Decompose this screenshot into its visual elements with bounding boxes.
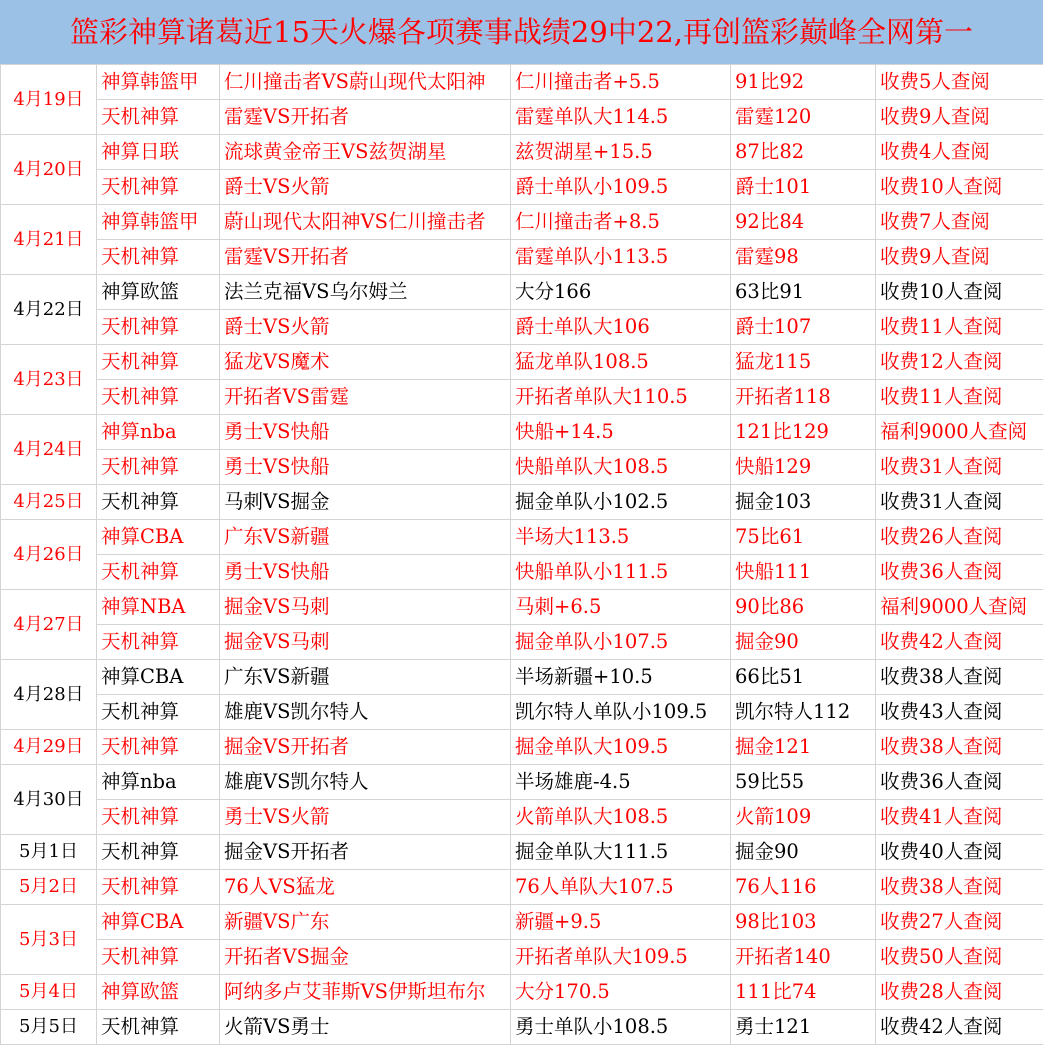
result-cell: 121比129 [731, 415, 876, 450]
date-cell: 4月22日 [1, 275, 97, 345]
table-row [1, 520, 1043, 555]
pick-cell: 火箭单队大108.5 [511, 800, 731, 835]
views-cell: 收费9人查阅 [876, 240, 1043, 275]
pick-cell: 开拓者单队大110.5 [511, 380, 731, 415]
pick-cell: 半场雄鹿-4.5 [511, 765, 731, 800]
result-cell: 91比92 [731, 65, 876, 100]
table-row [1, 1010, 1043, 1045]
category-cell: 天机神算 [97, 450, 220, 485]
result-cell: 爵士107 [731, 310, 876, 345]
category-cell: 天机神算 [97, 310, 220, 345]
matchup-cell: 掘金VS马刺 [220, 590, 511, 625]
table-row [1, 975, 1043, 1010]
category-cell: 神算日联 [97, 135, 220, 170]
pick-cell: 快船单队小111.5 [511, 555, 731, 590]
category-cell: 神算nba [97, 415, 220, 450]
category-cell: 神算欧篮 [97, 275, 220, 310]
result-cell: 勇士121 [731, 1010, 876, 1045]
category-cell: 神算CBA [97, 520, 220, 555]
result-cell: 66比51 [731, 660, 876, 695]
matchup-cell: 爵士VS火箭 [220, 310, 511, 345]
date-cell: 4月20日 [1, 135, 97, 205]
matchup-cell: 掘金VS开拓者 [220, 730, 511, 765]
views-cell: 收费31人查阅 [876, 450, 1043, 485]
result-cell: 111比74 [731, 975, 876, 1010]
category-cell: 天机神算 [97, 345, 220, 380]
views-cell: 收费38人查阅 [876, 660, 1043, 695]
category-cell: 天机神算 [97, 555, 220, 590]
result-cell: 火箭109 [731, 800, 876, 835]
pick-cell: 快船+14.5 [511, 415, 731, 450]
pick-cell: 新疆+9.5 [511, 905, 731, 940]
pick-cell: 猛龙单队108.5 [511, 345, 731, 380]
result-cell: 掘金90 [731, 625, 876, 660]
category-cell: 神算韩篮甲 [97, 205, 220, 240]
matchup-cell: 勇士VS快船 [220, 415, 511, 450]
pick-cell: 掘金单队大109.5 [511, 730, 731, 765]
views-cell: 收费27人查阅 [876, 905, 1043, 940]
table-row [1, 800, 1043, 835]
matchup-cell: 爵士VS火箭 [220, 170, 511, 205]
category-cell: 天机神算 [97, 870, 220, 905]
pick-cell: 爵士单队大106 [511, 310, 731, 345]
date-cell: 5月4日 [1, 975, 97, 1010]
pick-cell: 掘金单队小107.5 [511, 625, 731, 660]
table-row [1, 135, 1043, 170]
date-cell: 4月23日 [1, 345, 97, 415]
table-row [1, 205, 1043, 240]
views-cell: 收费31人查阅 [876, 485, 1043, 520]
views-cell: 收费28人查阅 [876, 975, 1043, 1010]
date-cell: 4月28日 [1, 660, 97, 730]
table-row [1, 905, 1043, 940]
matchup-cell: 掘金VS马刺 [220, 625, 511, 660]
pick-cell: 仁川撞击者+5.5 [511, 65, 731, 100]
matchup-cell: 猛龙VS魔术 [220, 345, 511, 380]
table-row [1, 660, 1043, 695]
views-cell: 福利9000人查阅 [876, 415, 1043, 450]
category-cell: 天机神算 [97, 695, 220, 730]
pick-cell: 半场大113.5 [511, 520, 731, 555]
pick-cell: 掘金单队小102.5 [511, 485, 731, 520]
matchup-cell: 广东VS新疆 [220, 520, 511, 555]
table-row [1, 380, 1043, 415]
date-cell: 4月26日 [1, 520, 97, 590]
matchup-cell: 勇士VS火箭 [220, 800, 511, 835]
result-cell: 快船111 [731, 555, 876, 590]
date-cell: 5月2日 [1, 870, 97, 905]
pick-cell: 76人单队大107.5 [511, 870, 731, 905]
date-cell: 4月27日 [1, 590, 97, 660]
views-cell: 收费36人查阅 [876, 555, 1043, 590]
result-cell: 凯尔特人112 [731, 695, 876, 730]
table-row [1, 310, 1043, 345]
date-cell: 4月19日 [1, 65, 97, 135]
result-cell: 爵士101 [731, 170, 876, 205]
views-cell: 收费10人查阅 [876, 275, 1043, 310]
result-cell: 雷霆120 [731, 100, 876, 135]
matchup-cell: 蔚山现代太阳神VS仁川撞击者 [220, 205, 511, 240]
pick-cell: 勇士单队小108.5 [511, 1010, 731, 1045]
views-cell: 福利9000人查阅 [876, 590, 1043, 625]
category-cell: 神算欧篮 [97, 975, 220, 1010]
result-cell: 掘金121 [731, 730, 876, 765]
views-cell: 收费42人查阅 [876, 625, 1043, 660]
views-cell: 收费4人查阅 [876, 135, 1043, 170]
result-cell: 75比61 [731, 520, 876, 555]
date-cell: 4月29日 [1, 730, 97, 765]
pick-cell: 仁川撞击者+8.5 [511, 205, 731, 240]
category-cell: 神算CBA [97, 905, 220, 940]
date-cell: 5月3日 [1, 905, 97, 975]
result-cell: 猛龙115 [731, 345, 876, 380]
result-cell: 掘金103 [731, 485, 876, 520]
matchup-cell: 马刺VS掘金 [220, 485, 511, 520]
views-cell: 收费5人查阅 [876, 65, 1043, 100]
category-cell: 天机神算 [97, 940, 220, 975]
table-row [1, 555, 1043, 590]
table-row [1, 65, 1043, 100]
result-cell: 76人116 [731, 870, 876, 905]
table-row [1, 485, 1043, 520]
matchup-cell: 开拓者VS雷霆 [220, 380, 511, 415]
matchup-cell: 雄鹿VS凯尔特人 [220, 765, 511, 800]
date-cell: 5月1日 [1, 835, 97, 870]
category-cell: 神算CBA [97, 660, 220, 695]
pick-cell: 大分170.5 [511, 975, 731, 1010]
page-title: 篮彩神算诸葛近15天火爆各项赛事战绩29中22,再创篮彩巅峰全网第一 [0, 0, 1043, 64]
result-cell: 92比84 [731, 205, 876, 240]
pick-cell: 开拓者单队大109.5 [511, 940, 731, 975]
result-cell: 开拓者140 [731, 940, 876, 975]
table-row [1, 835, 1043, 870]
views-cell: 收费38人查阅 [876, 870, 1043, 905]
result-cell: 87比82 [731, 135, 876, 170]
category-cell: 天机神算 [97, 100, 220, 135]
category-cell: 天机神算 [97, 835, 220, 870]
table-row [1, 940, 1043, 975]
views-cell: 收费10人查阅 [876, 170, 1043, 205]
date-cell: 4月25日 [1, 485, 97, 520]
date-cell: 4月24日 [1, 415, 97, 485]
table-row [1, 870, 1043, 905]
views-cell: 收费40人查阅 [876, 835, 1043, 870]
result-cell: 快船129 [731, 450, 876, 485]
table-row [1, 590, 1043, 625]
category-cell: 天机神算 [97, 625, 220, 660]
views-cell: 收费50人查阅 [876, 940, 1043, 975]
matchup-cell: 雷霆VS开拓者 [220, 100, 511, 135]
date-cell: 4月30日 [1, 765, 97, 835]
date-cell: 4月21日 [1, 205, 97, 275]
matchup-cell: 开拓者VS掘金 [220, 940, 511, 975]
pick-cell: 马刺+6.5 [511, 590, 731, 625]
category-cell: 天机神算 [97, 240, 220, 275]
matchup-cell: 雄鹿VS凯尔特人 [220, 695, 511, 730]
table-row [1, 625, 1043, 660]
table-row [1, 345, 1043, 380]
pick-cell: 爵士单队小109.5 [511, 170, 731, 205]
table-row [1, 695, 1043, 730]
matchup-cell: 法兰克福VS乌尔姆兰 [220, 275, 511, 310]
matchup-cell: 勇士VS快船 [220, 450, 511, 485]
pick-cell: 快船单队大108.5 [511, 450, 731, 485]
pick-cell: 凯尔特人单队小109.5 [511, 695, 731, 730]
matchup-cell: 流球黄金帝王VS兹贺湖星 [220, 135, 511, 170]
category-cell: 天机神算 [97, 800, 220, 835]
matchup-cell: 76人VS猛龙 [220, 870, 511, 905]
views-cell: 收费36人查阅 [876, 765, 1043, 800]
category-cell: 天机神算 [97, 730, 220, 765]
pick-cell: 兹贺湖星+15.5 [511, 135, 731, 170]
matchup-cell: 火箭VS勇士 [220, 1010, 511, 1045]
matchup-cell: 勇士VS快船 [220, 555, 511, 590]
views-cell: 收费42人查阅 [876, 1010, 1043, 1045]
views-cell: 收费43人查阅 [876, 695, 1043, 730]
table-row [1, 415, 1043, 450]
matchup-cell: 阿纳多卢艾菲斯VS伊斯坦布尔 [220, 975, 511, 1010]
views-cell: 收费41人查阅 [876, 800, 1043, 835]
views-cell: 收费11人查阅 [876, 310, 1043, 345]
pick-cell: 半场新疆+10.5 [511, 660, 731, 695]
record-table [0, 64, 1043, 1045]
matchup-cell: 雷霆VS开拓者 [220, 240, 511, 275]
table-row [1, 170, 1043, 205]
result-cell: 掘金90 [731, 835, 876, 870]
pick-cell: 大分166 [511, 275, 731, 310]
result-cell: 雷霆98 [731, 240, 876, 275]
table-row [1, 240, 1043, 275]
views-cell: 收费7人查阅 [876, 205, 1043, 240]
table-row [1, 275, 1043, 310]
category-cell: 天机神算 [97, 1010, 220, 1045]
category-cell: 神算nba [97, 765, 220, 800]
result-cell: 59比55 [731, 765, 876, 800]
pick-cell: 掘金单队大111.5 [511, 835, 731, 870]
result-cell: 90比86 [731, 590, 876, 625]
date-cell: 5月5日 [1, 1010, 97, 1045]
views-cell: 收费26人查阅 [876, 520, 1043, 555]
pick-cell: 雷霆单队小113.5 [511, 240, 731, 275]
views-cell: 收费12人查阅 [876, 345, 1043, 380]
category-cell: 神算韩篮甲 [97, 65, 220, 100]
result-cell: 63比91 [731, 275, 876, 310]
table-row [1, 765, 1043, 800]
matchup-cell: 掘金VS开拓者 [220, 835, 511, 870]
pick-cell: 雷霆单队大114.5 [511, 100, 731, 135]
matchup-cell: 仁川撞击者VS蔚山现代太阳神 [220, 65, 511, 100]
category-cell: 神算NBA [97, 590, 220, 625]
table-row [1, 450, 1043, 485]
category-cell: 天机神算 [97, 485, 220, 520]
table-row [1, 100, 1043, 135]
table-row [1, 730, 1043, 765]
category-cell: 天机神算 [97, 170, 220, 205]
matchup-cell: 新疆VS广东 [220, 905, 511, 940]
views-cell: 收费38人查阅 [876, 730, 1043, 765]
category-cell: 天机神算 [97, 380, 220, 415]
matchup-cell: 广东VS新疆 [220, 660, 511, 695]
views-cell: 收费9人查阅 [876, 100, 1043, 135]
result-cell: 98比103 [731, 905, 876, 940]
views-cell: 收费11人查阅 [876, 380, 1043, 415]
result-cell: 开拓者118 [731, 380, 876, 415]
